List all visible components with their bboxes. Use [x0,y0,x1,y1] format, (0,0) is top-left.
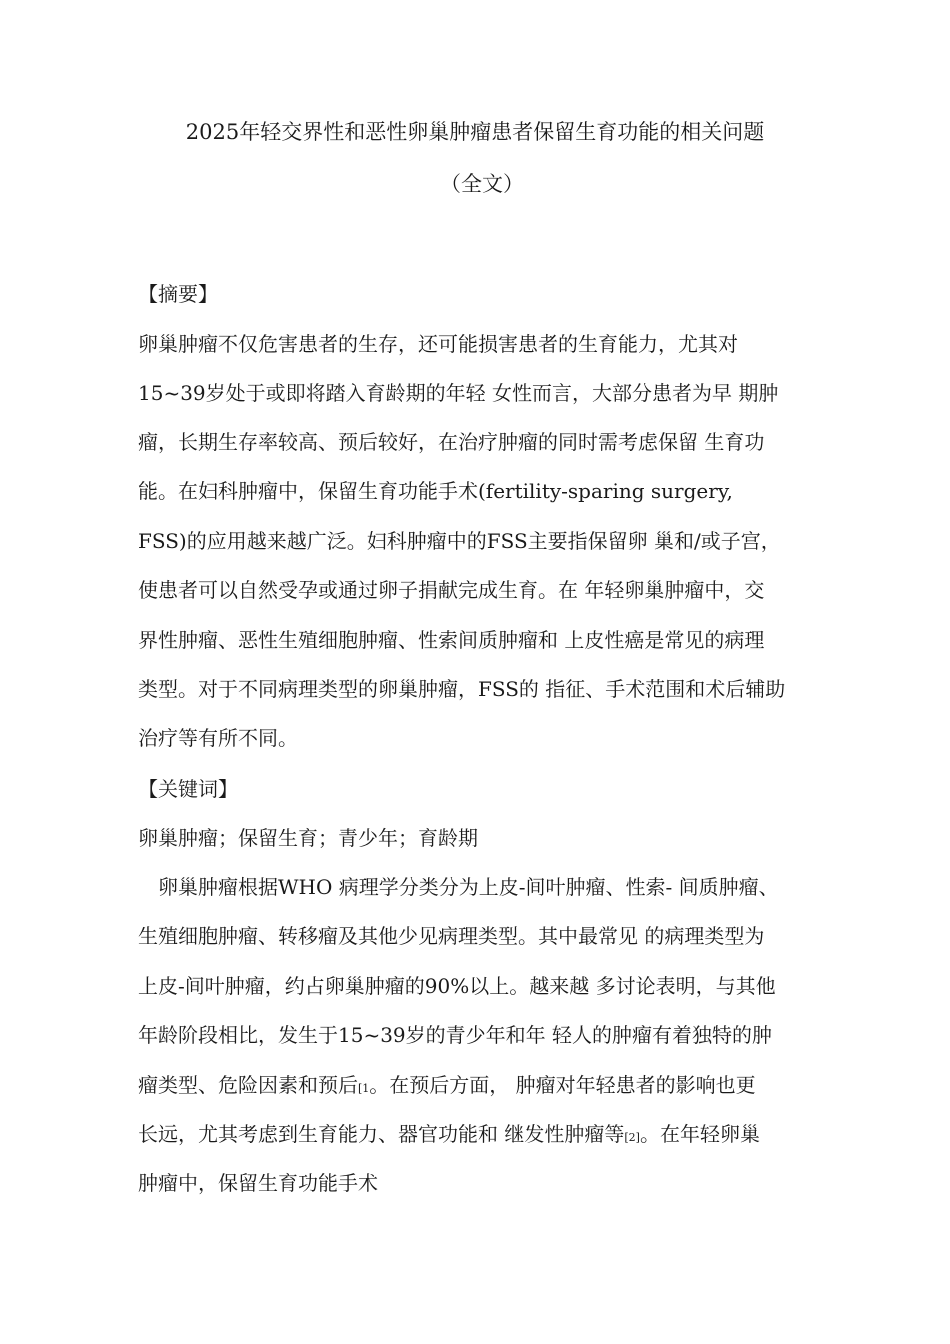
reference-marker: [2] [624,1131,640,1144]
body-line [138,1118,760,1154]
body-line: 年龄阶段相比，发生于15~39岁的青少年和年 轻人的肿瘤有着独特的肿 [138,1023,773,1047]
keywords-text: 卵巢肿瘤；保留生育；青少年；育龄期 [138,826,478,850]
body-line: 上皮-间叶肿瘤，约占卵巢肿瘤的90%以上。越来越 多讨论表明，与其他 [138,974,776,998]
body-line: 肿瘤中，保留生育功能手术 [138,1171,378,1195]
abstract-line: 治疗等有所不同。 [138,726,298,750]
abstract-line: 卵巢肿瘤不仅危害患者的生存，还可能损害患者的生育能力，尤其对 [138,332,738,356]
body-line: 生殖细胞肿瘤、转移瘤及其他少见病理类型。其中最常见 的病理类型为 [138,924,765,948]
reference-marker: [1 [358,1082,370,1095]
document-subtitle: （全文） [440,172,524,196]
abstract-line: 界性肿瘤、恶性生殖细胞肿瘤、性索间质肿瘤和 上皮性癌是常见的病理 [138,628,765,652]
abstract-line: 瘤，长期生存率较高、预后较好，在治疗肿瘤的同时需考虑保留 生育功 [138,430,765,454]
abstract-line: FSS)的应用越来越广泛。妇科肿瘤中的FSS主要指保留卵 巢和/或子宫， [138,529,781,553]
abstract-line: 能。在妇科肿瘤中，保留生育功能手术(fertility-sparing surgery, [138,479,733,503]
body-line [138,1069,756,1105]
abstract-heading: 【摘要】 [138,282,218,306]
abstract-line: 15~39岁处于或即将踏入育龄期的年轻 女性而言，大部分患者为早 期肿 [138,381,779,405]
body-line-text: 。在年轻卵巢 [639,1122,760,1146]
document-title: 2025年轻交界性和恶性卵巢肿瘤患者保留生育功能的相关问题 [185,120,765,144]
body-line-text: 。在预后方面， 肿瘤对年轻患者的影响也更 [369,1073,756,1097]
body-line-text: 瘤类型、危险因素和预后 [138,1073,358,1097]
abstract-line: 使患者可以自然受孕或通过卵子捐献完成生育。在 年轻卵巢肿瘤中，交 [138,578,765,602]
keywords-heading: 【关键词】 [138,777,238,801]
body-line-text: 长远，尤其考虑到生育能力、器官功能和 继发性肿瘤等 [138,1122,625,1146]
body-line: 卵巢肿瘤根据WHO 病理学分类分为上皮-间叶肿瘤、性索- 间质肿瘤、 [138,875,779,899]
abstract-line: 类型。对于不同病理类型的卵巢肿瘤，FSS的 指征、手术范围和术后辅助 [138,677,786,701]
